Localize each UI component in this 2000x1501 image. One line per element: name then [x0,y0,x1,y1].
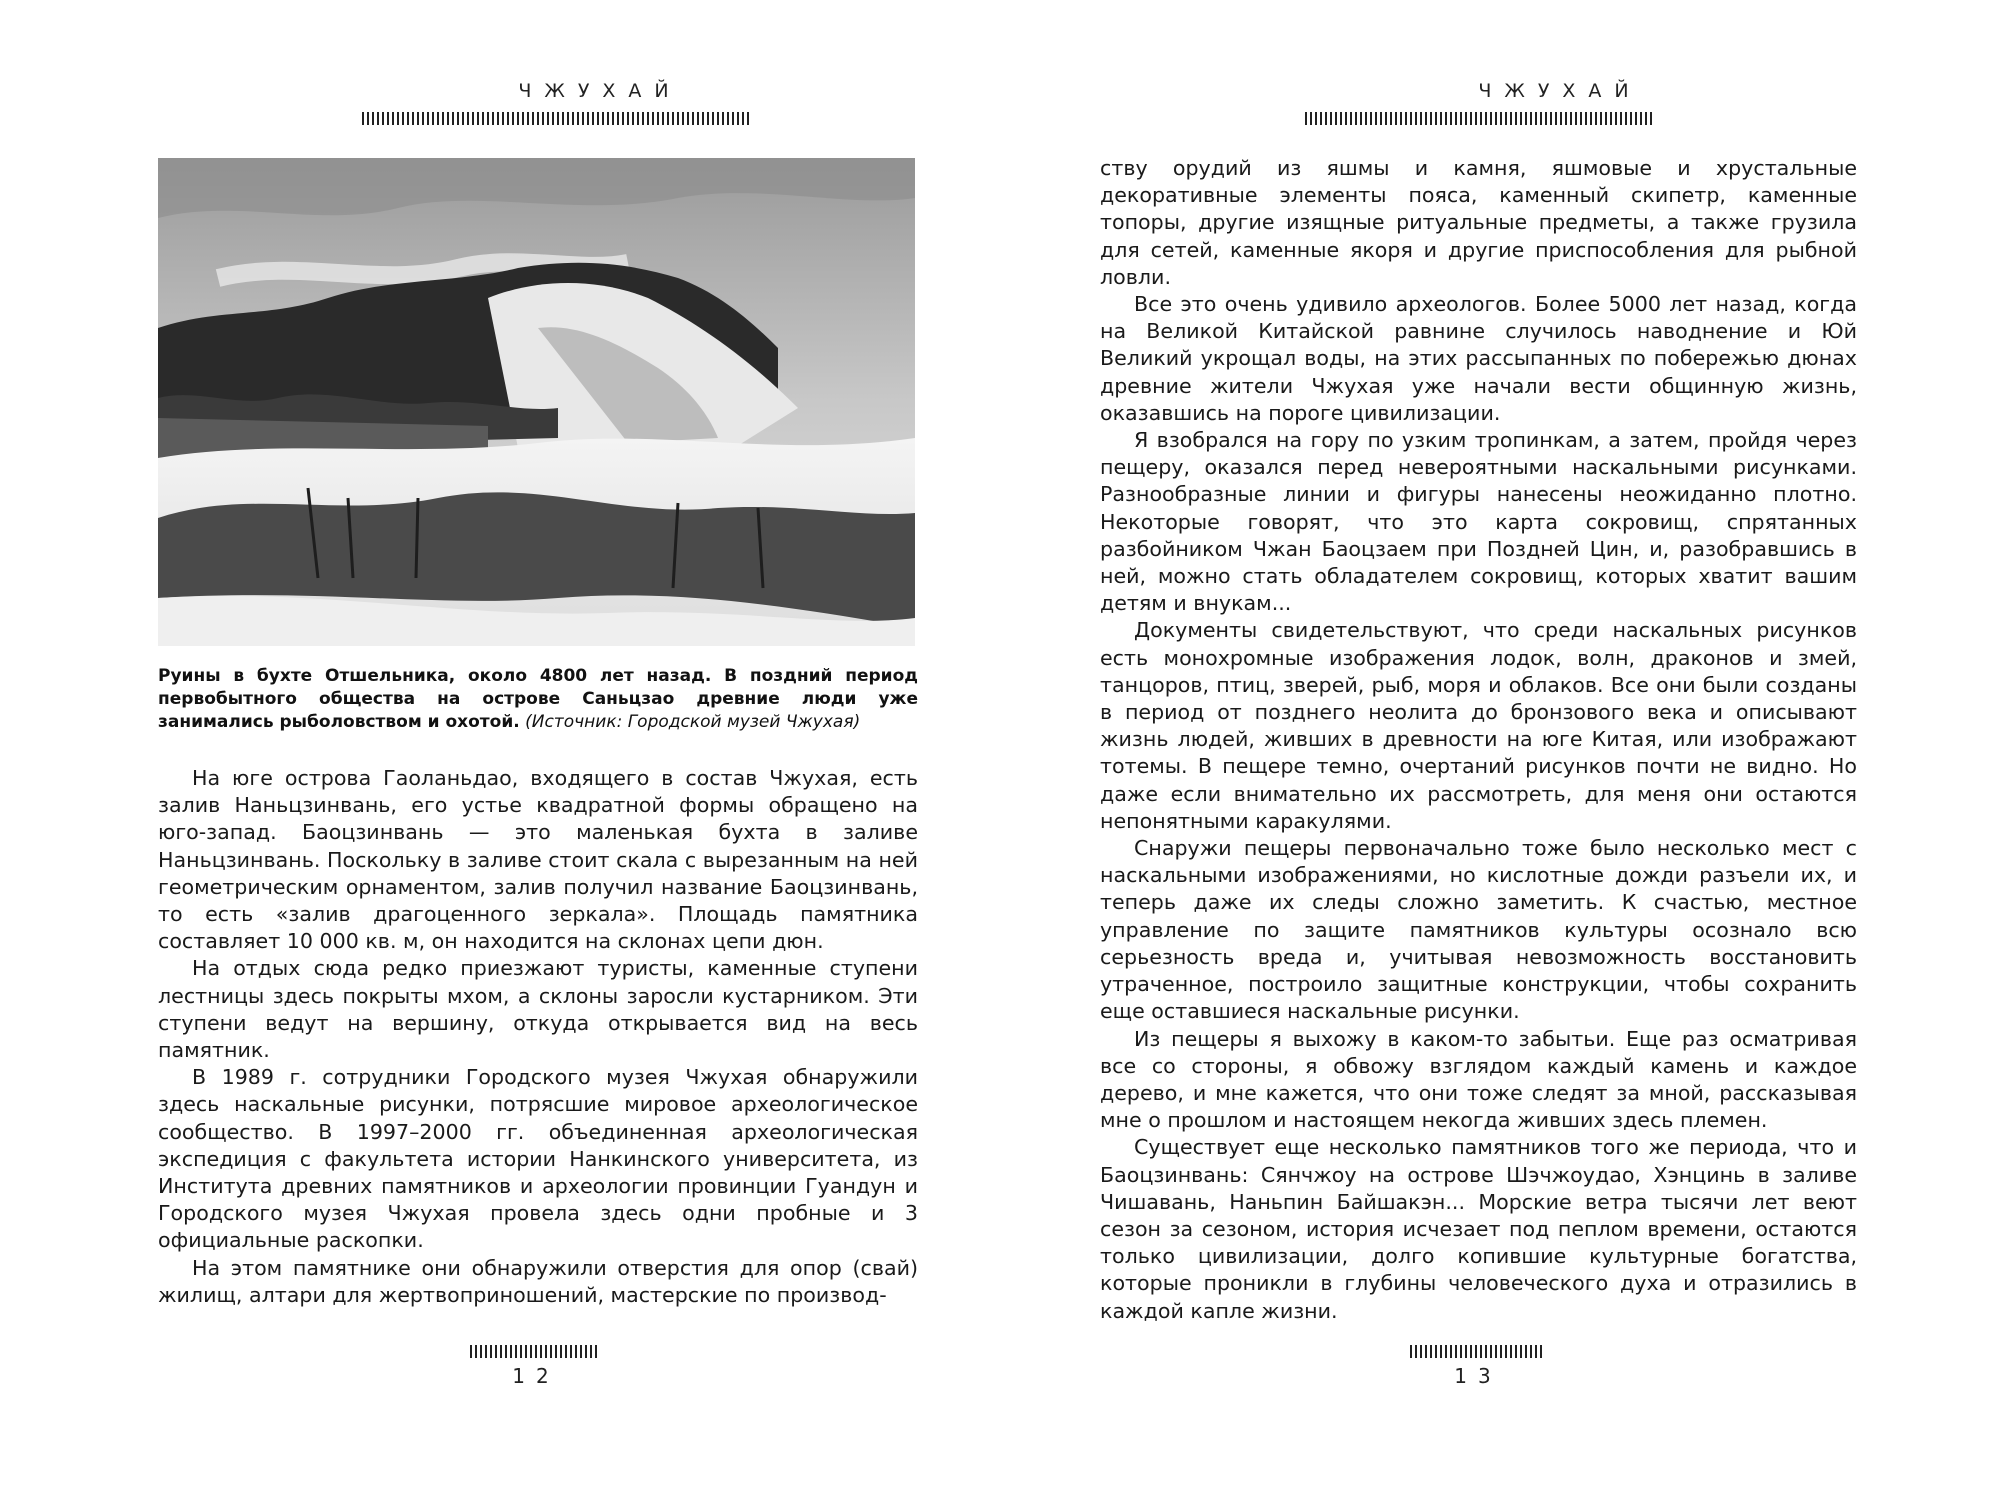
caption-source: (Источник: Городской музей Чжухая) [525,712,861,732]
page-number-right: 13 [1454,1364,1502,1388]
paragraph: Снаружи пещеры первоначально тоже было несколько мест с наскальными изображениями, но кислотные дожди разъели их, и теперь даже их следы сложно заметить. К счастью, местное управление по защите памятников культуры осознало всю серьезность вреда и, учитывая невозможность восстановить утраченное, построило защитные конструкции, чтобы сохранить еще оставшиеся наскальные рисунки. [1100,836,1857,1024]
right-page [1000,0,2000,1501]
body-text-left [158,765,918,1309]
footer-rule-left [470,1345,600,1358]
paragraph: Из пещеры я выхожу в каком-то забытьи. Еще раз осматривая все со стороны, я обвожу взглядом каждый камень и каждое дерево, и мне кажется, что они тоже следят за мной, рассказывая мне о прошлом и настоящем некогда живших здесь племен. [1100,1026,1857,1133]
paragraph: Я взобрался на гору по узким тропинкам, а затем, пройдя через пещеру, оказался перед невероятными наскальными рисунками. Разнообразные линии и фигуры нанесены неожиданно плотно. Некоторые говорят, что это карта сокровищ, спрятанных разбойником Чжан Баоцзаем при Поздней Цин, и, разобравшись в ней, можно стать обладателем сокровищ, которых хватит вашим детям и внукам... [1100,428,1857,616]
header-rule-right [1305,112,1655,125]
running-head-left: ЧЖУХАЙ [518,80,682,102]
header-rule-left [362,112,752,125]
landscape-photo [158,158,915,646]
landscape-photo-icon [158,158,915,646]
running-head-right: ЧЖУХАЙ [1478,80,1642,102]
footer-rule-right [1410,1345,1545,1358]
body-text-right [1100,155,1857,1325]
caption-text: Руины в бухте Отшельника, около 4800 лет назад. В поздний период первобытного общества на острове Саньцзао древние люди уже занимались рыболовством и охотой. [158,666,918,732]
page-number-left: 12 [512,1364,560,1388]
paragraph: На отдых сюда редко приезжают туристы, каменные ступени лестницы здесь покрыты мхом, а склоны заросли кустарником. Эти ступени ведут на вершину, откуда открывается вид на весь памятник. [158,956,918,1063]
paragraph: На этом памятнике они обнаружили отверстия для опор (свай) жилищ, алтари для жертвоприношений, мастерские по производ- [158,1255,918,1307]
paragraph: На юге острова Гаоланьдао, входящего в состав Чжухая, есть залив Наньцзинвань, его устье квадратной формы обращено на юго-запад. Баоцзинвань — это маленькая бухта в заливе Наньцзинвань. Поскольку в заливе стоит скала с вырезанным на ней геометрическим орнаментом, залив получил название Баоцзинвань, то есть «залив драгоценного зеркала». Площадь памятника составляет 10 000 кв. м, он находится на склонах цепи дюн. [158,766,918,954]
paragraph: Все это очень удивило археологов. Более 5000 лет назад, когда на Великой Китайской равнине случилось наводнение и Юй Великий укрощал воды, на этих рассыпанных по побережью дюнах древние жители Чжухая уже начали вести общинную жизнь, оказавшись на пороге цивилизации. [1100,292,1857,425]
paragraph: Документы свидетельствуют, что среди наскальных рисунков есть монохромные изображения лодок, волн, драконов и змей, танцоров, птиц, зверей, рыб, моря и облаков. Все они были созданы в период от позднего неолита до бронзового века и описывают жизнь людей, живших в древности на юге Китая, или изображают тотемы. В пещере темно, очертаний рисунков почти не видно. Но даже если внимательно их рассмотреть, для меня они остаются непонятными каракулями. [1100,618,1857,833]
paragraph: Существует еще несколько памятников того же периода, что и Баоцзинвань: Сянчжоу на острове Шэчжоудао, Хэнцинь в заливе Чишавань, Наньпин Байшакэн... Морские ветра тысячи лет веют сезон за сезоном, история исчезает под пеплом времени, остаются только цивилизации, долго копившие культурные богатства, которые проникли в глубины человеческого духа и отразились в каждой капле жизни. [1100,1135,1857,1323]
photo-caption [158,665,918,734]
paragraph-continued: ству орудий из яшмы и камня, яшмовые и хрустальные декоративные элементы пояса, каменный скипетр, каменные топоры, другие изящные ритуальные предметы, а также грузила для сетей, каменные якоря и другие приспособления для рыбной ловли. [1100,156,1857,289]
paragraph: В 1989 г. сотрудники Городского музея Чжухая обнаружили здесь наскальные рисунки, потрясшие мировое археологическое сообщество. В 1997–2000 гг. объединенная археологическая экспедиция с факультета истории Нанкинского университета, из Института древних памятников и археологии провинции Гуандун и Городского музея Чжухая провела здесь одни пробные и 3 официальные раскопки. [158,1065,918,1253]
